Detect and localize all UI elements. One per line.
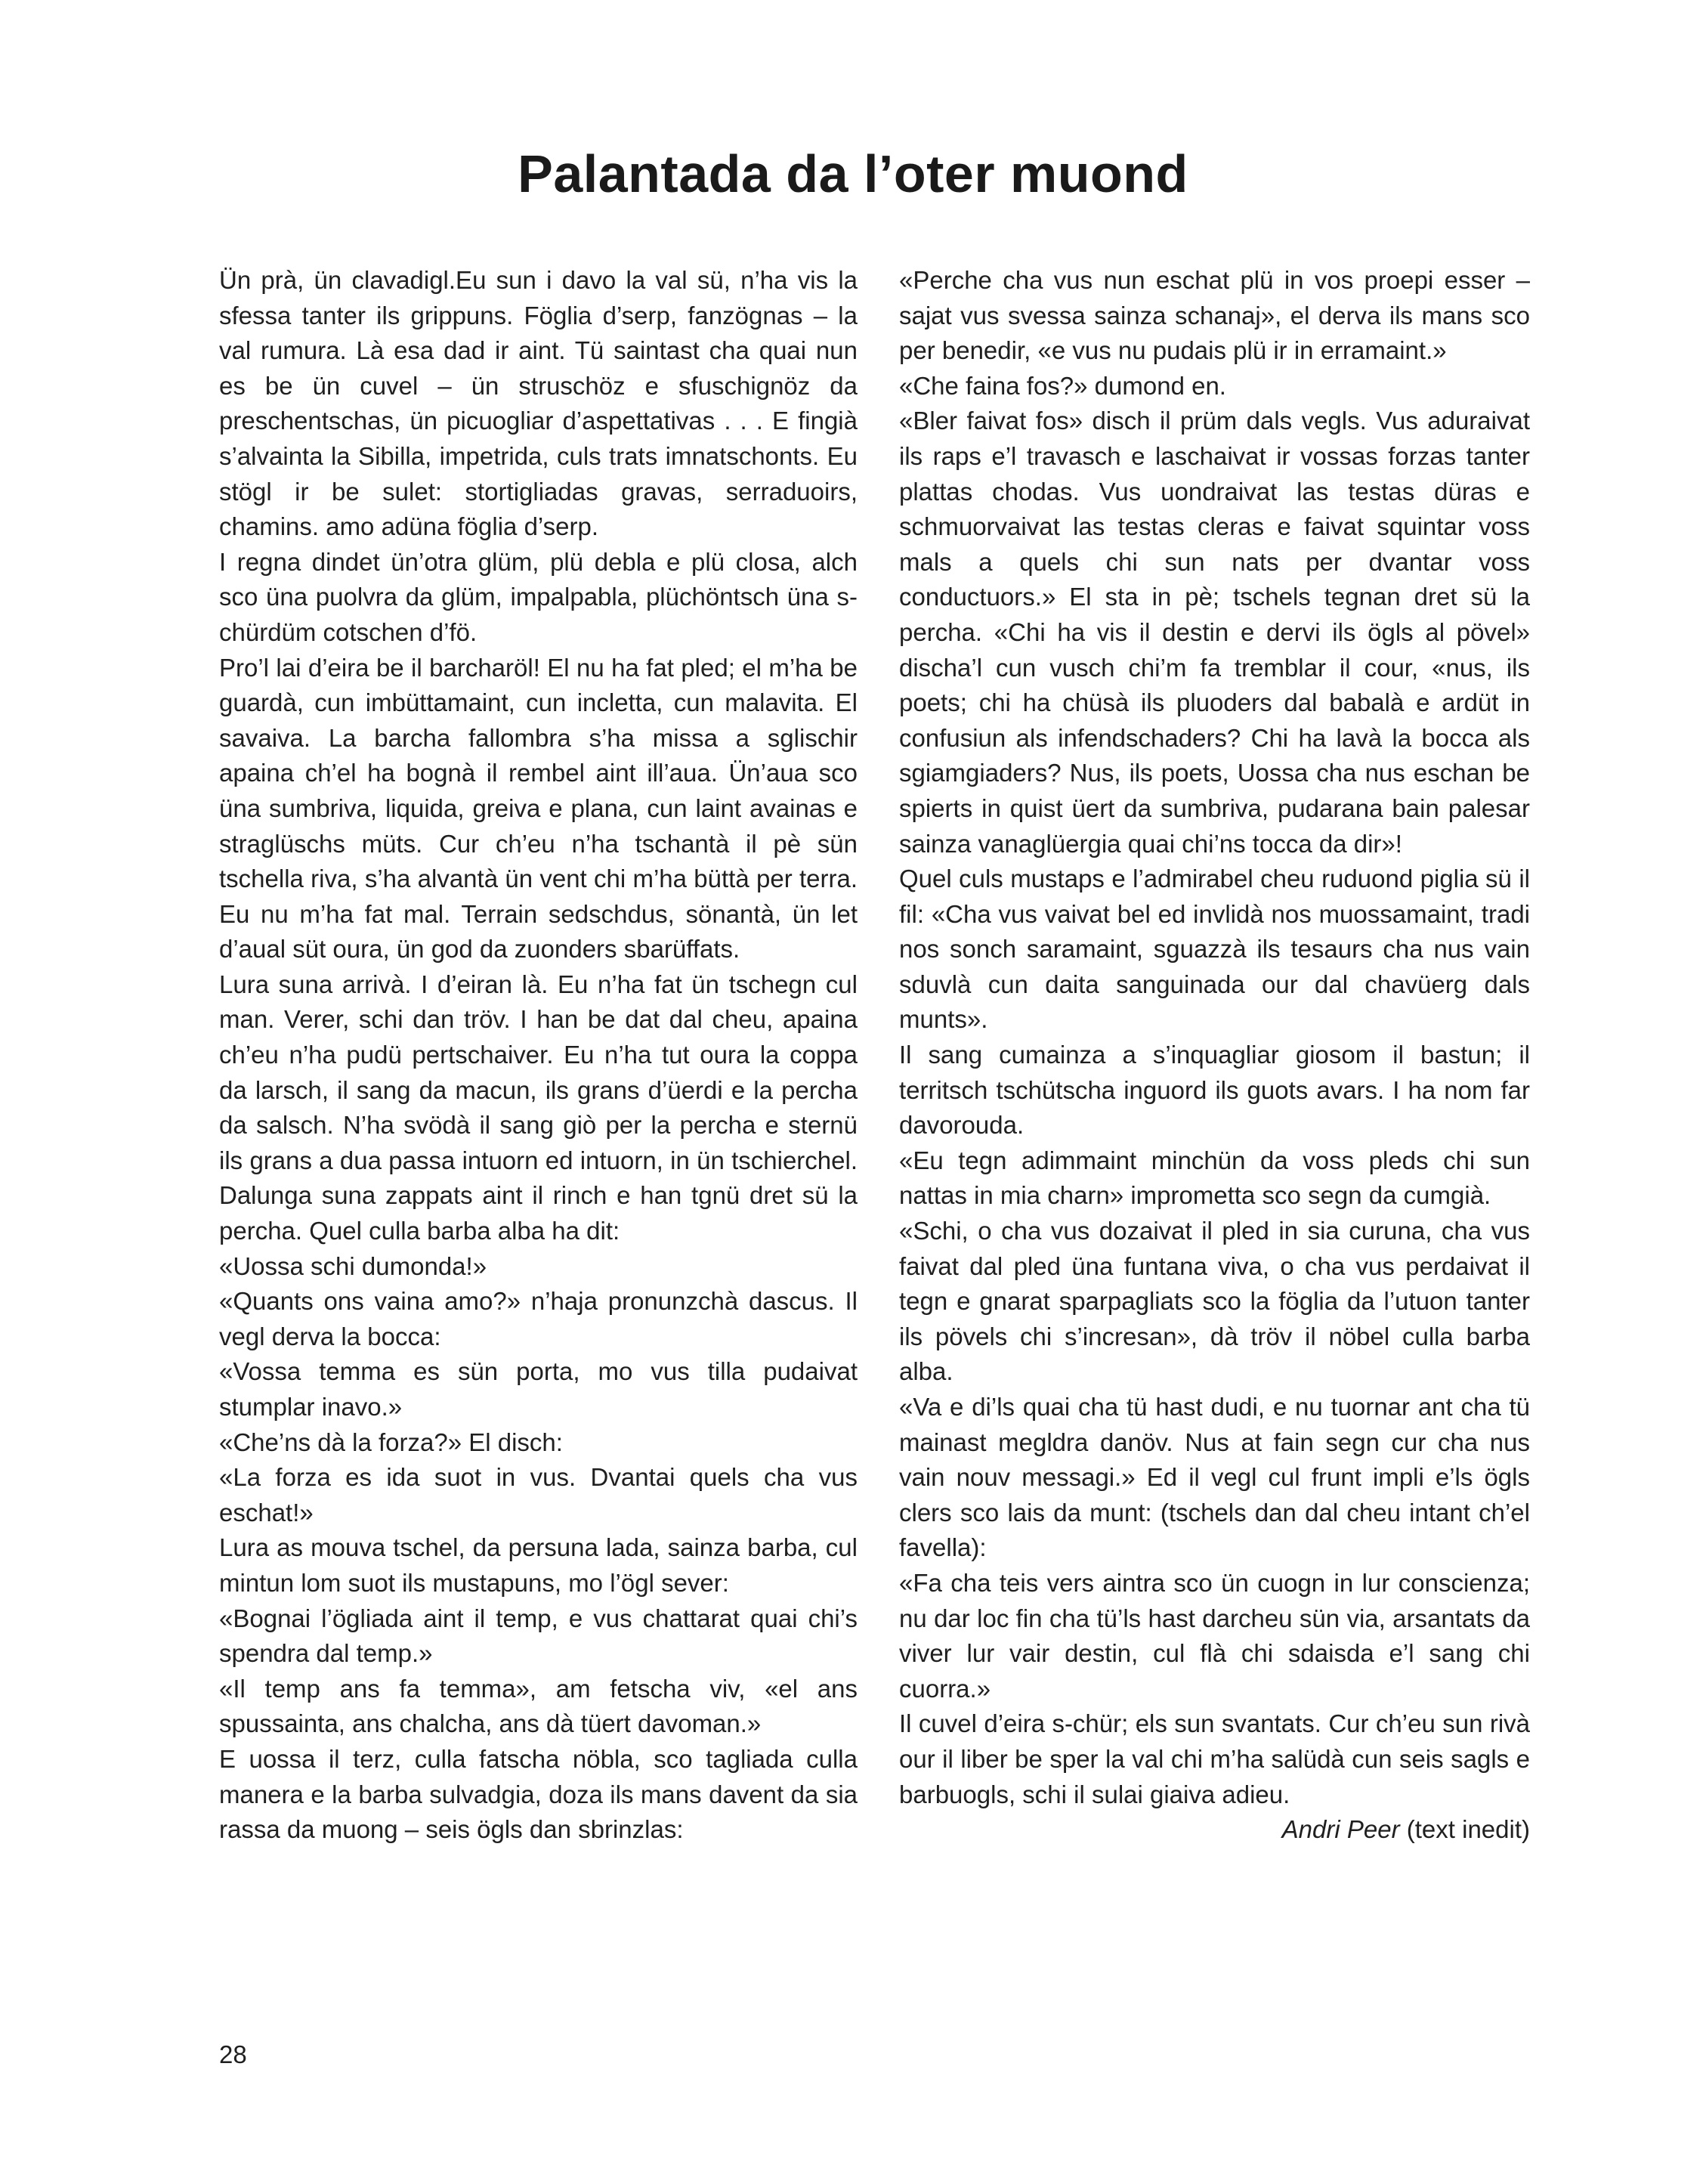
left-column: [219, 263, 858, 1848]
right-column: [899, 263, 1530, 1848]
paragraph: Lura as mouva tschel, da persuna lada, sainza barba, cul mintun lom suot ils mustapuns, mo l’ögl sever:: [219, 1533, 858, 1597]
page-title: Palantada da l’oter muond: [518, 144, 1188, 203]
paragraph: «Che’ns dà la forza?» El disch:: [219, 1428, 563, 1456]
signature-author: Andri Peer: [1281, 1815, 1400, 1844]
paragraph: I regna dindet ün’otra glüm, plü debla e plü closa, alch sco üna puolvra da glüm, impalpabla, plüchöntsch üna s-chürdüm cotschen d’fö.: [219, 547, 858, 646]
paragraph: Il sang cumainza a s’inquagliar giosom il bastun; il territsch tschütscha inguord ils guots avars. I ha nom far davorouda.: [899, 1041, 1530, 1140]
paragraph: Lura suna arrivà. I d’eiran là. Eu n’ha fat ün tschegn cul man. Verer, schi dan tröv. I han be dat dal cheu, apaina ch’eu n’ha pudü pertschaiver. Eu n’ha tut oura la coppa da larsch, il sang da macun, ils grans d’üerdi e la percha da salsch. N’ha svödà il sang giò per la percha e sternü ils grans a dua passa intuorn ed intuorn, in ün tschierchel. Dalunga suna zappats aint il rinch e han tgnü dret sü la percha. Quel culla barba alba ha dit:: [219, 970, 858, 1245]
paragraph: «Vossa temma es sün porta, mo vus tilla pudaivat stumplar inavo.»: [219, 1357, 858, 1421]
paragraph: «La forza es ida suot in vus. Dvantai quels cha vus eschat!»: [219, 1463, 858, 1527]
signature: [899, 1812, 1530, 1848]
paragraph: «Quants ons vaina amo?» n’haja pronunzchà dascus. Il vegl derva la bocca:: [219, 1287, 858, 1350]
signature-note: (text inedit): [1399, 1815, 1530, 1844]
paragraph: «Schi, o cha vus dozaivat il pled in sia curuna, cha vus faivat dal pled üna funtana viva, o cha vus perdaivat il tegn e gnarat sparpagliats sco la föglia da l’utuon tanter ils pövels chi s’incresan», dà tröv il nöbel culla barba alba.: [899, 1217, 1530, 1386]
paragraph: «Perche cha vus nun eschat plü in vos proepi esser – sajat vus svessa sainza schanaj», el derva ils mans sco per benedir, «e vus nu pudais plü ir in erramaint.»: [899, 266, 1530, 365]
paragraph: «Eu tegn adimmaint minchün da voss pleds chi sun nattas in mia charn» imprometta sco segn da cumgià.: [899, 1146, 1530, 1210]
paragraph: Il cuvel d’eira s-chür; els sun svantats. Cur ch’eu sun rivà our il liber be sper la val chi m’ha salüdà cun seis sagls e barbuogls, schi il sulai giaiva adieu.: [899, 1709, 1530, 1808]
paragraph: «Il temp ans fa temma», am fetscha viv, «el ans spussainta, ans chalcha, ans dà tüert davoman.»: [219, 1674, 858, 1738]
paragraph: E uossa il terz, culla fatscha nöbla, sco tagliada culla manera e la barba sulvadgia, doza ils mans davent da sia rassa da muong – seis ögls dan sbrinzlas:: [219, 1744, 858, 1844]
paragraph: Pro’l lai d’eira be il barcharöl! El nu ha fat pled; el m’ha be guardà, cun imbüttamaint, cun incletta, cun malavita. El savaiva. La barcha fallombra s’ha missa a sglischir apaina ch’el ha bognà il rembel aint ill’aua. Ün’aua sco üna sumbriva, liquida, greiva e plana, cun laint avainas e straglüschs müts. Cur ch’eu n’ha tschantà il pè sün tschella riva, s’ha alvantà ün vent chi m’ha büttà per terra. Eu nu m’ha fat mal. Terrain sedschdus, sönantà, ün let d’aual süt oura, ün god da zuonders sbarüffats.: [219, 653, 858, 964]
paragraph: «Bognai l’ögliada aint il temp, e vus chattarat quai chi’s spendra dal temp.»: [219, 1604, 858, 1668]
paragraph: «Fa cha teis vers aintra sco ün cuogn in lur conscienza; nu dar loc fin cha tü’ls hast darcheu sün via, arsantats da viver lur vair destin, cul flà chi sdaisda e’l sang chi cuorra.»: [899, 1568, 1530, 1703]
paragraph: «Che faina fos?» dumond en.: [899, 371, 1226, 400]
paragraph: «Uossa schi dumonda!»: [219, 1251, 487, 1280]
paragraph: Ün prà, ün clavadigl.Eu sun i davo la val sü, n’ha vis la sfessa tanter ils grippuns. Föglia d’serp, fanzögnas – la val rumura. Là esa dad ir aint. Tü saintast cha quai nun es be ün cuvel – ün struschöz e sfuschignöz da preschentschas, ün picuogliar d’aspettativas . . . E fingià s’alvainta la Sibilla, impetrida, culs trats imnatschonts. Eu stögl ir be sulet: stortigliadas gravas, serraduoirs, chamins. amo adüna föglia d’serp.: [219, 266, 858, 541]
paragraph: «Va e di’ls quai cha tü hast dudi, e nu tuornar ant cha tü mainast megldra danöv. Nus at fain segn cur cha nus vain nouv messagi.» Ed il vegl cul frunt impli e’ls ögls clers sco lais da munt: (tschels dan dal cheu intant ch’el favella):: [899, 1393, 1530, 1562]
page-number: 28: [219, 2040, 247, 2068]
paragraph: Quel culs mustaps e l’admirabel cheu ruduond piglia sü il fil: «Cha vus vaivat bel ed invlidà nos muossamaint, tradi nos sonch saramaint, sguazzà ils tesaurs cha nus vain sduvlà cun daita sanguinada our dal chavüerg dals munts».: [899, 865, 1530, 1034]
paragraph: «Bler faivat fos» disch il prüm dals vegls. Vus aduraivat ils raps e’l travasch e laschaivat ir vossas forzas tanter plattas chodas. Vus uondraivat las testas düras e schmuorvaivat las testas cleras e faivat squintar voss mals a quels chi sun nats per dvantar voss conductuors.» El sta in pè; tschels tegnan dret sü la percha. «Chi ha vis il destin e dervi ils ögls al pövel» discha’l cun vusch chi’m fa tremblar il cour, «nus, ils poets; chi ha chüsà ils pluoders dal babalà e ardüt in confusiun als infendschaders? Chi ha lavà la bocca als sgiamgiaders? Nus, ils poets, Uossa cha nus eschan be spierts in quist üert da sumbriva, pudarana bain palesar sainza vanaglüergia quai chi’ns tocca da dir»!: [899, 407, 1530, 858]
